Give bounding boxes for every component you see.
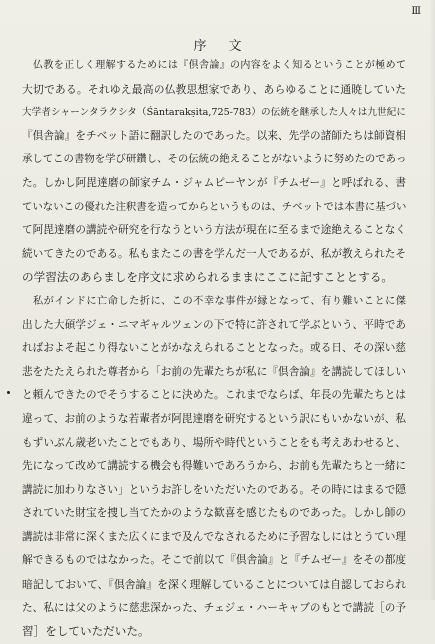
text-line: 習］をしていただいた。 <box>22 624 150 639</box>
text-line: 講読は非常に深くまた広くにまで及んでなされるために予習なしにはとうてい理 <box>22 530 406 543</box>
text-line: た、私には父のように慈悲深かった、チェジェ・ハーキャブのもとで講読［の予 <box>22 601 406 614</box>
text-line: 続いてきたのである。私もまたこの書を学んだ一人であるが、私が教えられたそ <box>22 247 406 260</box>
text-line: ればおよそ起こり得ないことがかなえられることとなった。或る日、その深い慈 <box>22 342 406 355</box>
text-line: 違って、お前のような若輩者が阿毘達磨を研究するという訳にもいかないが、私 <box>22 412 406 425</box>
text-line: 悲をたたえられた尊者から「お前の先輩たちが私に『倶舎論』を講読してほしい <box>22 365 406 378</box>
text-line: 『倶舎論』をチベット語に翻訳したのであった。以来、先学の諸師たちは師資相 <box>22 129 406 142</box>
page-number: Ⅲ <box>411 6 421 17</box>
text-line: の学習法のあらましを序文に求められるままにここに記すこととする。 <box>22 270 394 285</box>
text-line: 大切である。それゆえ最高の仏教思想家であり、あらゆることに通暁していた <box>22 82 406 96</box>
text-line: 先になって改めて講読する機会も得難いであろうから、お前も先輩たちと一緒に <box>22 460 406 473</box>
margin-mark <box>7 391 10 394</box>
body-text <box>22 54 406 644</box>
text-line: もずいぶん歳老いたことでもあり、場所や時代ということをも考えあわせると、 <box>22 436 406 449</box>
text-line: 承してこの書物を学び研鑽し、その伝統の絶えることがないように努めたのであっ <box>22 153 407 166</box>
text-line: と頼んできたのでそうすることに決めた。これまでならば、年長の先輩たちとは <box>22 389 406 402</box>
text-line: 仏教を正しく理解するためには『倶舎論』の内容をよく知るということが極めて <box>33 60 406 71</box>
text-line: 私がインドに亡命した折に、この不幸な事件が縁となって、有り難いことに傑 <box>33 295 406 307</box>
text-line: 大学者シャーンタラクシタ（Śāntarakṣita,725-783）の伝統を継承した人々は九世紀に <box>22 107 406 119</box>
text-line: て阿毘達磨の講読や研究を行なうという方法が現在に至るまで途絶えることなく <box>22 224 406 237</box>
section-title: 序文 <box>193 39 264 54</box>
text-line: 暗記しておいて、『倶舎論』を深く理解していることについては自認しておられ <box>22 578 406 592</box>
page-edge-shadow <box>429 0 435 600</box>
text-line: されていた財宝を捜し当てたかのような歓喜を感じたものであった。しかし師の <box>22 507 406 520</box>
text-line: 講読に加わりなさい」というお許しをいただいたのである。その時にはまるで隠 <box>22 483 406 496</box>
text-line: 出した大碩学ジェ・ニマギャルツェンの下で特に許されて学ぶという、平時であ <box>22 318 406 331</box>
text-line: 解できるものではなかった。そこで前以て『倶舎論』と『チムゼー』をその都度 <box>22 554 406 567</box>
text-line: た。しかし阿毘達磨の師家チム・ジャムピーヤンが『チムゼー』と呼ばれる、書 <box>22 176 406 189</box>
text-line: ていないこの優れた注釈書を造ってからというものは、チベットでは本書に基づい <box>22 200 407 213</box>
